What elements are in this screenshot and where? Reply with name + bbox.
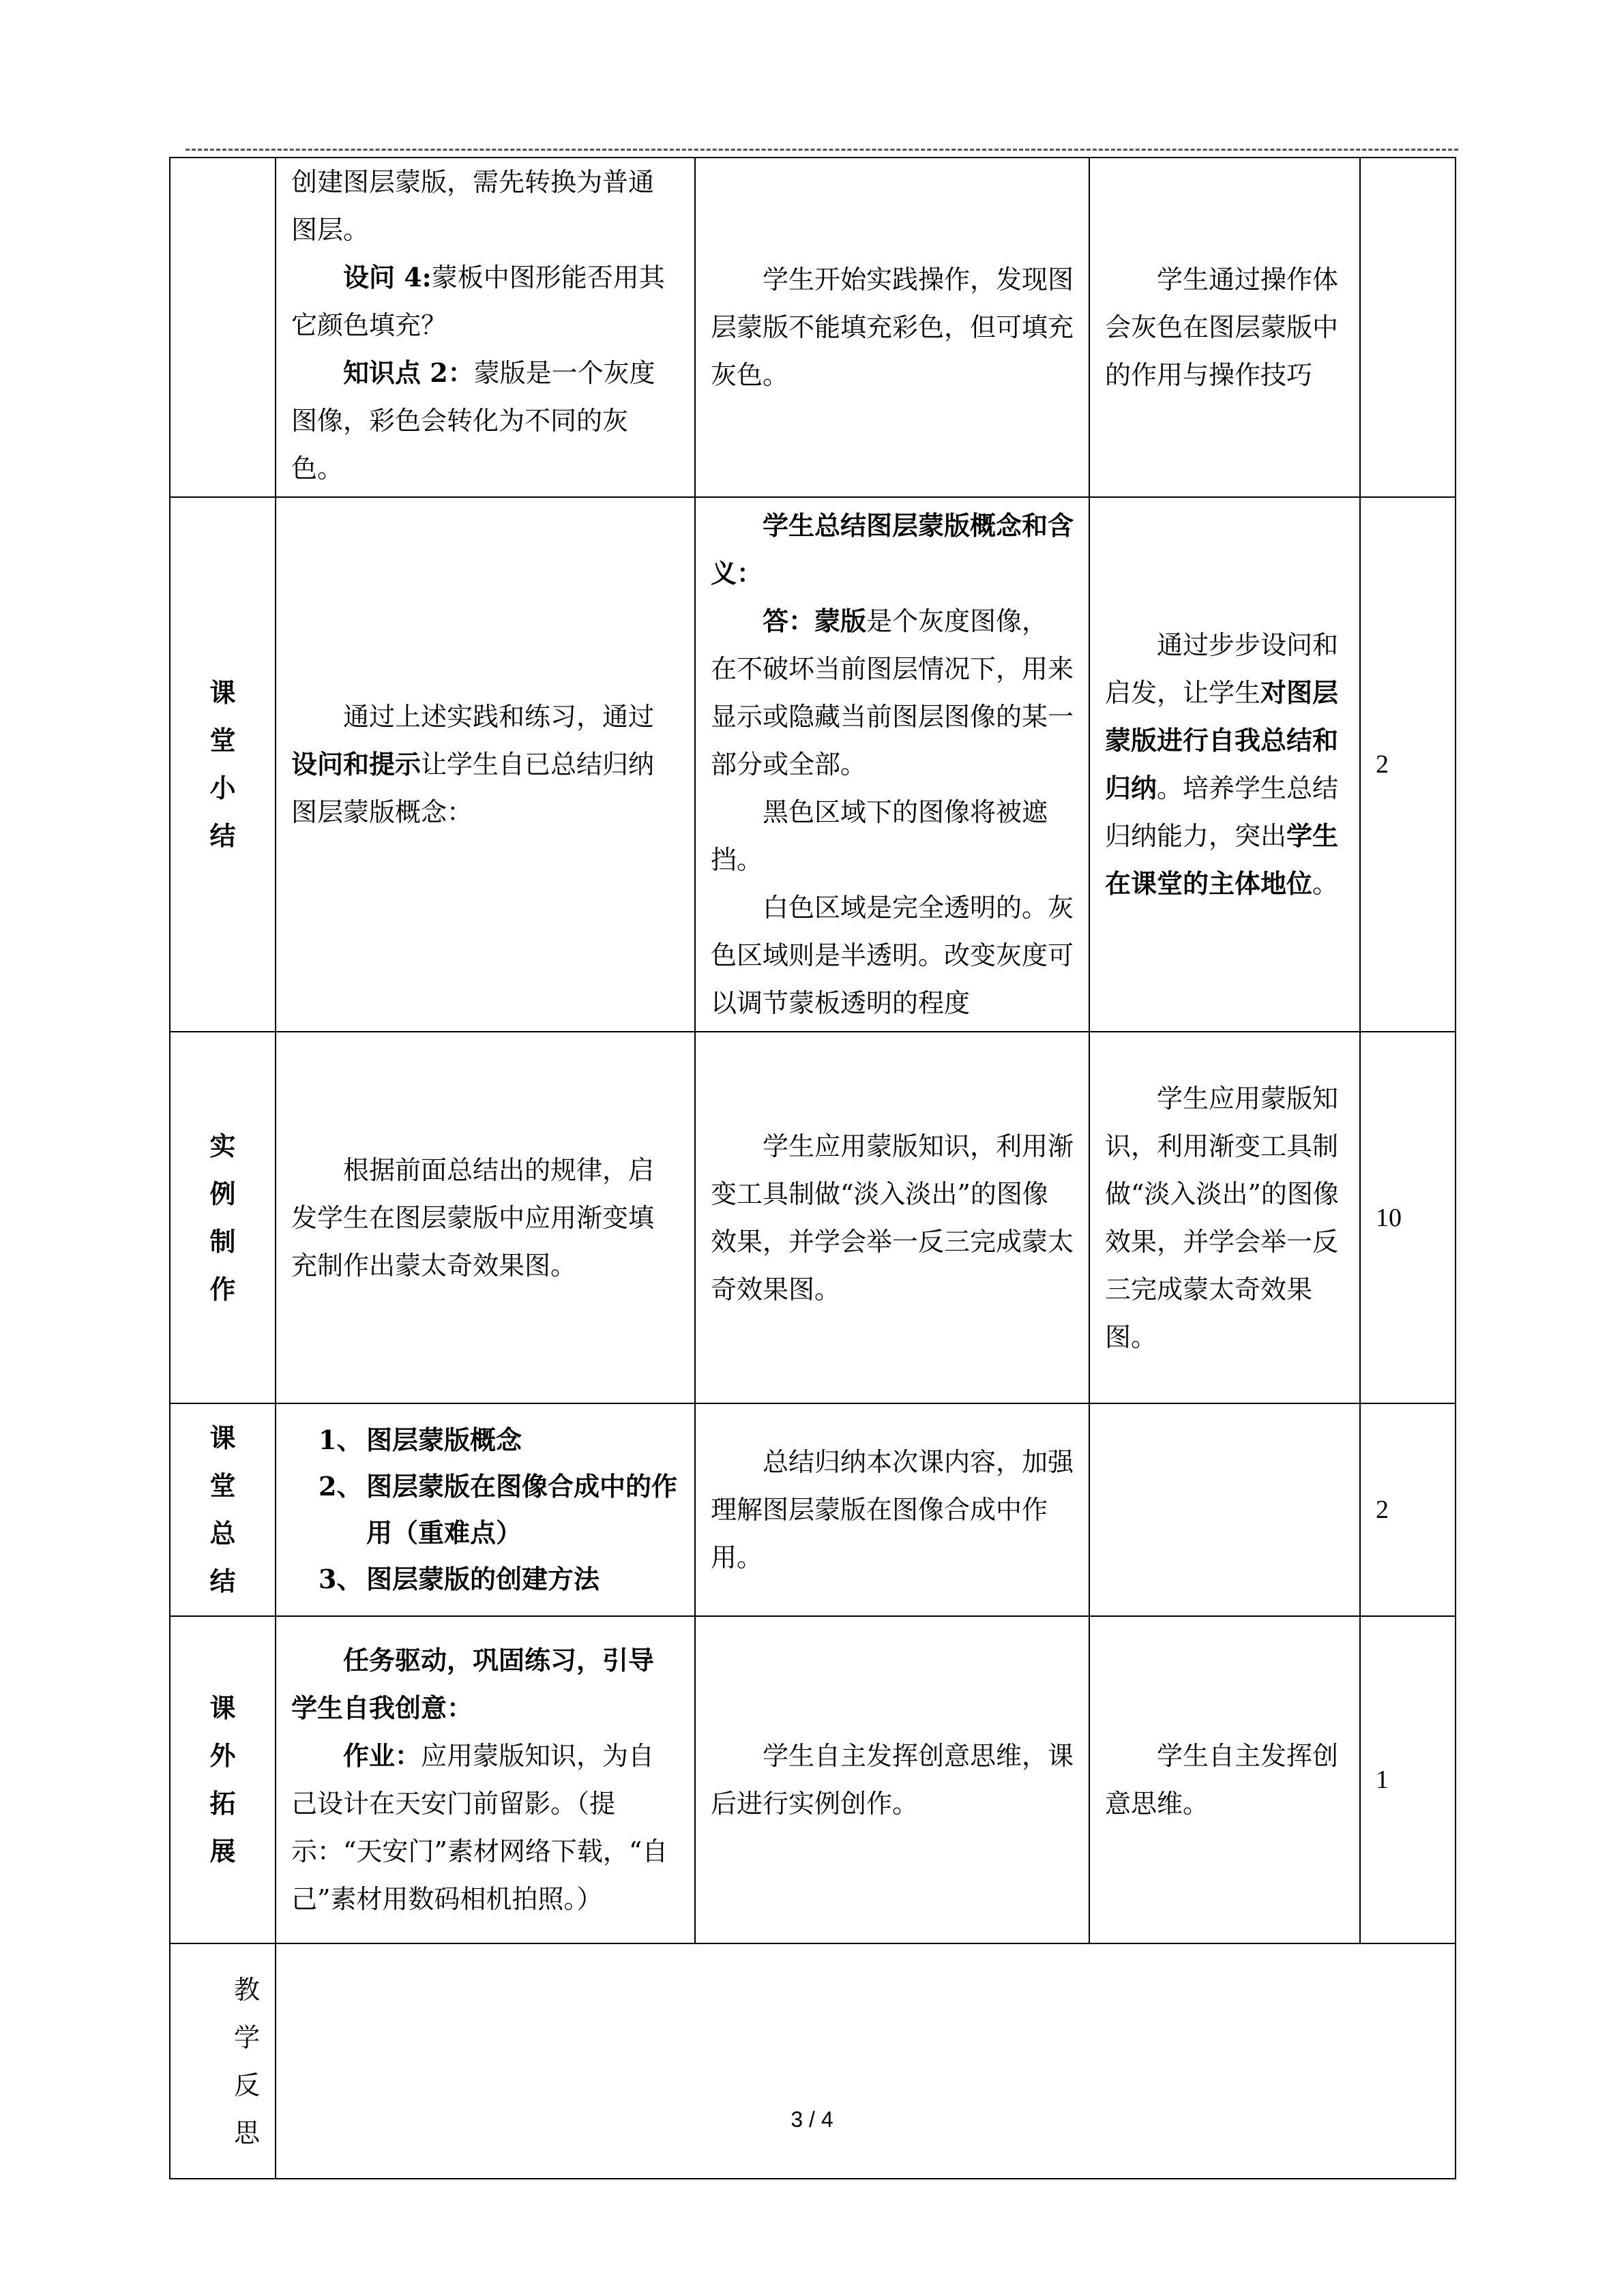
teacher-activity-cell: 任务驱动，巩固练习，引导学生自我创意： 作业：应用蒙版知识，为自己设计在天安门前留影。（提示：“天安门”素材网络下载，“自己”素材用数码相机拍照。） — [276, 1616, 695, 1943]
design-purpose-cell — [1089, 1403, 1360, 1616]
design-purpose-cell: 学生应用蒙版知识，利用渐变工具制做“淡入淡出”的图像效果，并学会举一反三完成蒙太奇效果图。 — [1089, 1032, 1360, 1403]
reflection-cell — [276, 1943, 1456, 2179]
list-item: 2、 图层蒙版在图像合成中的作用（重难点） — [319, 1471, 678, 1548]
design-purpose-cell: 通过步步设问和启发，让学生对图层蒙版进行自我总结和归纳。培养学生总结归纳能力，突出学生在课堂的主体地位。 — [1089, 497, 1360, 1032]
paragraph: 知识点 2：蒙版是一个灰度图像，彩色会转化为不同的灰色。 — [291, 357, 655, 483]
design-purpose-cell: 学生自主发挥创意思维。 — [1089, 1616, 1360, 1943]
lesson-plan-table — [169, 157, 1456, 2179]
table-row — [170, 1032, 1456, 1403]
table-row — [170, 1943, 1456, 2179]
table-row — [170, 1616, 1456, 1943]
paragraph: 创建图层蒙版，需先转换为普通图层。 — [291, 167, 655, 245]
table-row — [170, 497, 1456, 1032]
time-cell — [1360, 158, 1456, 497]
student-activity-cell: 学生开始实践操作，发现图层蒙版不能填充彩色，但可填充灰色。 — [695, 158, 1089, 497]
time-cell: 2 — [1360, 1403, 1456, 1616]
row-label: 课 外 拓 展 — [170, 1616, 276, 1943]
teacher-activity-cell — [276, 1403, 695, 1616]
table-row — [170, 158, 1456, 497]
row-label: 实 例 制 作 — [170, 1032, 276, 1403]
design-purpose-cell: 学生通过操作体会灰色在图层蒙版中的作用与操作技巧 — [1089, 158, 1360, 497]
teacher-activity-cell — [276, 158, 695, 497]
teacher-activity-cell: 通过上述实践和练习，通过设问和提示让学生自已总结归纳图层蒙版概念： — [276, 497, 695, 1032]
page-number: 3 / 4 — [791, 2107, 833, 2132]
student-activity-cell: 学生应用蒙版知识，利用渐变工具制做“淡入淡出”的图像效果，并学会举一反三完成蒙太奇效果图。 — [695, 1032, 1089, 1403]
time-cell: 2 — [1360, 497, 1456, 1032]
table-row — [170, 1403, 1456, 1616]
row-label: 课 堂 总 结 — [170, 1403, 276, 1616]
paragraph: 设问 4:蒙板中图形能否用其它颜色填充？ — [291, 262, 665, 340]
page-header-rule — [186, 149, 1458, 151]
time-cell: 1 — [1360, 1616, 1456, 1943]
student-activity-cell: 总结归纳本次课内容，加强理解图层蒙版在图像合成中作用。 — [695, 1403, 1089, 1616]
summary-list — [291, 1417, 679, 1602]
row-label — [170, 158, 276, 497]
teacher-activity-cell: 根据前面总结出的规律，启发学生在图层蒙版中应用渐变填充制作出蒙太奇效果图。 — [276, 1032, 695, 1403]
student-activity-cell: 学生总结图层蒙版概念和含义： 答：蒙版是个灰度图像，在不破坏当前图层情况下，用来显示或隐藏当前图层图像的某一部分或全部。 黑色区域下的图像将被遮挡。 白色区域是完全透明的。灰色区域则是半透明。改变灰度可以调节蒙板透明的程度 — [695, 497, 1089, 1032]
time-cell: 10 — [1360, 1032, 1456, 1403]
list-item: 3、 图层蒙版的创建方法 — [319, 1564, 600, 1594]
list-item: 1、 图层蒙版概念 — [319, 1425, 522, 1455]
row-label: 课 堂 小 结 — [170, 497, 276, 1032]
student-activity-cell: 学生自主发挥创意思维，课后进行实例创作。 — [695, 1616, 1089, 1943]
row-label: 教 学 反 思 — [170, 1943, 276, 2179]
